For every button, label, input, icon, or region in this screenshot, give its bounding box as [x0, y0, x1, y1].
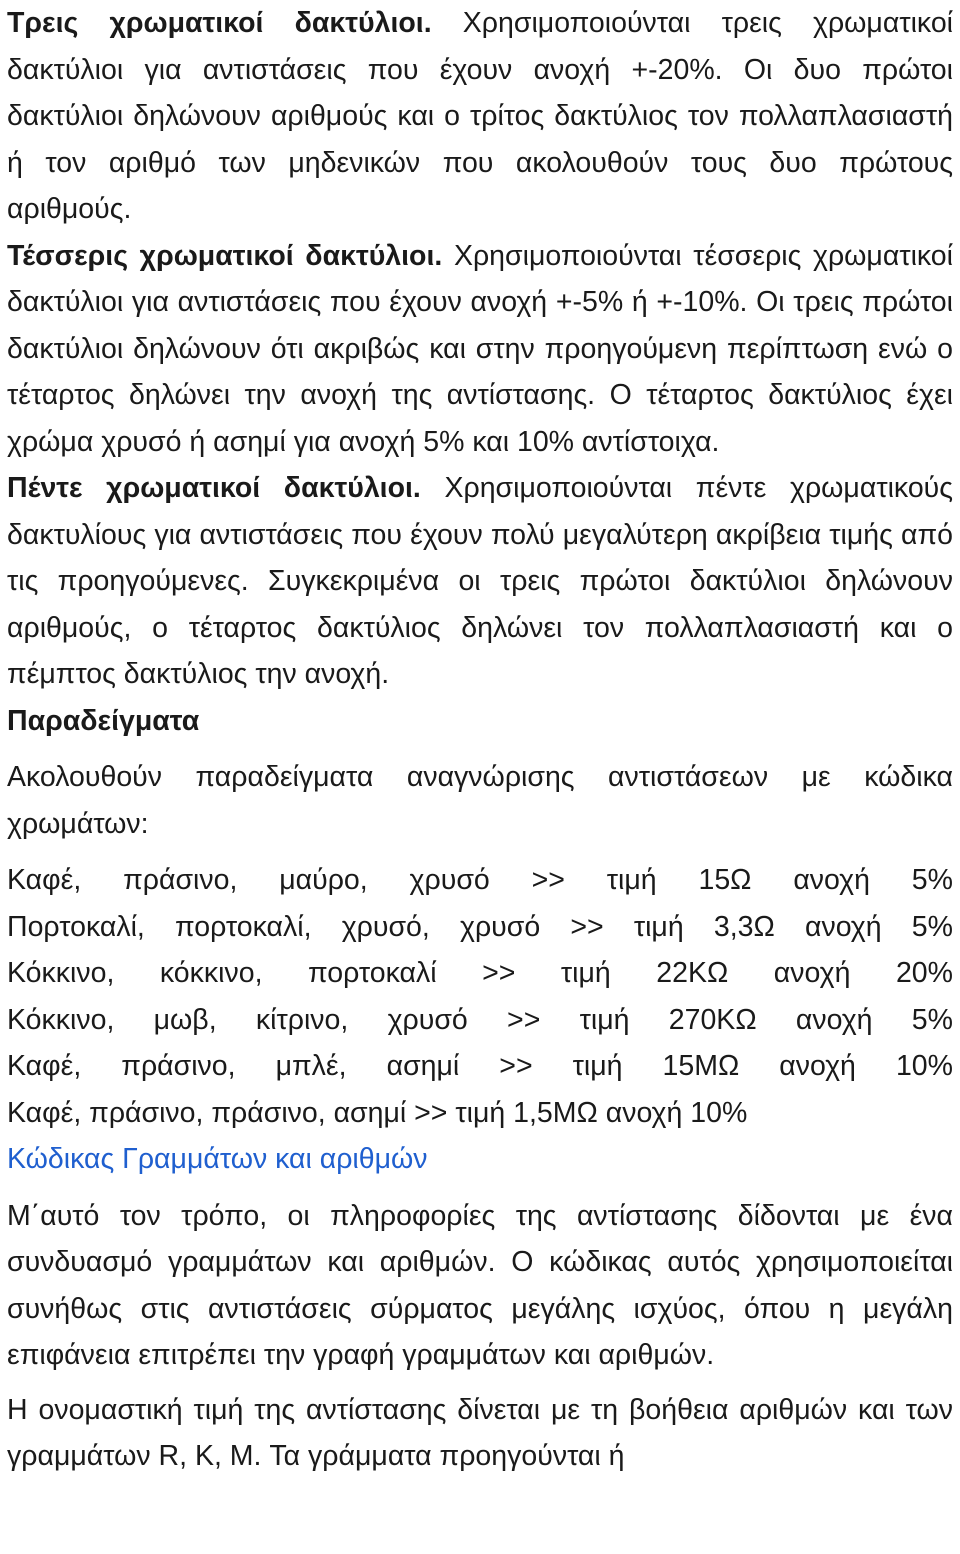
section-three-rings-text: Χρησιμοποιούνται τρεις χρωματικοί δακτύλιοι για αντιστάσεις που έχουν ανοχή +-20%. Οι δυο πρώτοι δακτύλιοι δηλώνουν αριθμούς και ο τρίτος δακτύλιος τον πολλαπλασιαστή ή τον αριθμό των μηδενικών που ακολουθούν τους δυο πρώτους αριθμούς. — [7, 7, 954, 225]
examples-heading: Παραδείγματα — [7, 704, 200, 737]
example-item: Καφέ, πράσινο, μπλέ, ασημί >> τιμή 15ΜΩ ανοχή 10% — [7, 1050, 953, 1082]
section-five-rings — [7, 465, 953, 698]
section-four-rings-text: Χρησιμοποιούνται τέσσερις χρωματικοί δακτύλιοι για αντιστάσεις που έχουν ανοχή +-5% ή +-10%. Οι τρεις πρώτοι δακτύλιοι δηλώνουν ότι ακριβώς και στην προηγούμενη περίπτωση ενώ ο τέταρτος δηλώνει την ανοχή της αντίστασης. Ο τέταρτος δακτύλιος έχει χρώμα χρυσό ή ασημί για ανοχή 5% και 10% αντίστοιχα. — [7, 239, 953, 458]
section-five-rings-text: Χρησιμοποιούνται πέντε χρωματικούς δακτυλίους για αντιστάσεις που έχουν πολύ μεγαλύτερη ακρίβεια τιμής από τις προηγούμενες. Συγκεκριμένα οι τρεις πρώτοι δακτύλιοι δηλώνουν αριθμούς, ο τέταρτος δακτύλιος δηλώνει τον πολλαπλασιαστή και ο πέμπτος δακτύλιος την ανοχή. — [7, 472, 953, 690]
example-item: Καφέ, πράσινο, μαύρο, χρυσό >> τιμή 15Ω ανοχή 5% — [7, 864, 953, 896]
section-five-rings-title: Πέντε χρωματικοί δακτύλιοι. — [7, 472, 421, 504]
section-three-rings-title: Τρεις χρωματικοί δακτύλιοι. — [7, 7, 432, 39]
letter-number-code-paragraph-1: Μ΄αυτό τον τρόπο, οι πληροφορίες της αντίστασης δίδονται με ένα συνδυασμό γραμμάτων και αριθμών. Ο κώδικας αυτός χρησιμοποιείται συνήθως στις αντιστάσεις σύρματος μεγάλης ισχύος, όπου η μεγάλη επιφάνεια επιτρέπει την γραφή γραμμάτων και αριθμών. — [7, 1199, 953, 1371]
example-item: Καφέ, πράσινο, πράσινο, ασημί >> τιμή 1,5ΜΩ ανοχή 10% — [7, 1096, 748, 1129]
example-item: Πορτοκαλί, πορτοκαλί, χρυσό, χρυσό >> τιμή 3,3Ω ανοχή 5% — [7, 910, 953, 943]
section-three-rings — [7, 0, 953, 233]
examples-intro: Ακολουθούν παραδείγματα αναγνώρισης αντιστάσεων με κώδικα χρωμάτων: — [7, 761, 953, 840]
examples-list — [7, 857, 953, 1136]
section-four-rings-title: Τέσσερις χρωματικοί δακτύλιοι. — [7, 239, 443, 272]
example-item: Κόκκινο, μωβ, κίτρινο, χρυσό >> τιμή 270ΚΩ ανοχή 5% — [7, 1003, 953, 1036]
section-four-rings — [7, 233, 953, 466]
letter-number-code-heading: Κώδικας Γραμμάτων και αριθμών — [7, 1143, 428, 1175]
example-item: Κόκκινο, κόκκινο, πορτοκαλί >> τιμή 22ΚΩ ανοχή 20% — [7, 957, 953, 989]
letter-number-code-paragraph-2: Η ονομαστική τιμή της αντίστασης δίνεται με τη βοήθεια αριθμών και των γραμμάτων R, K, M. Τα γράμματα προηγούνται ή — [7, 1393, 953, 1472]
